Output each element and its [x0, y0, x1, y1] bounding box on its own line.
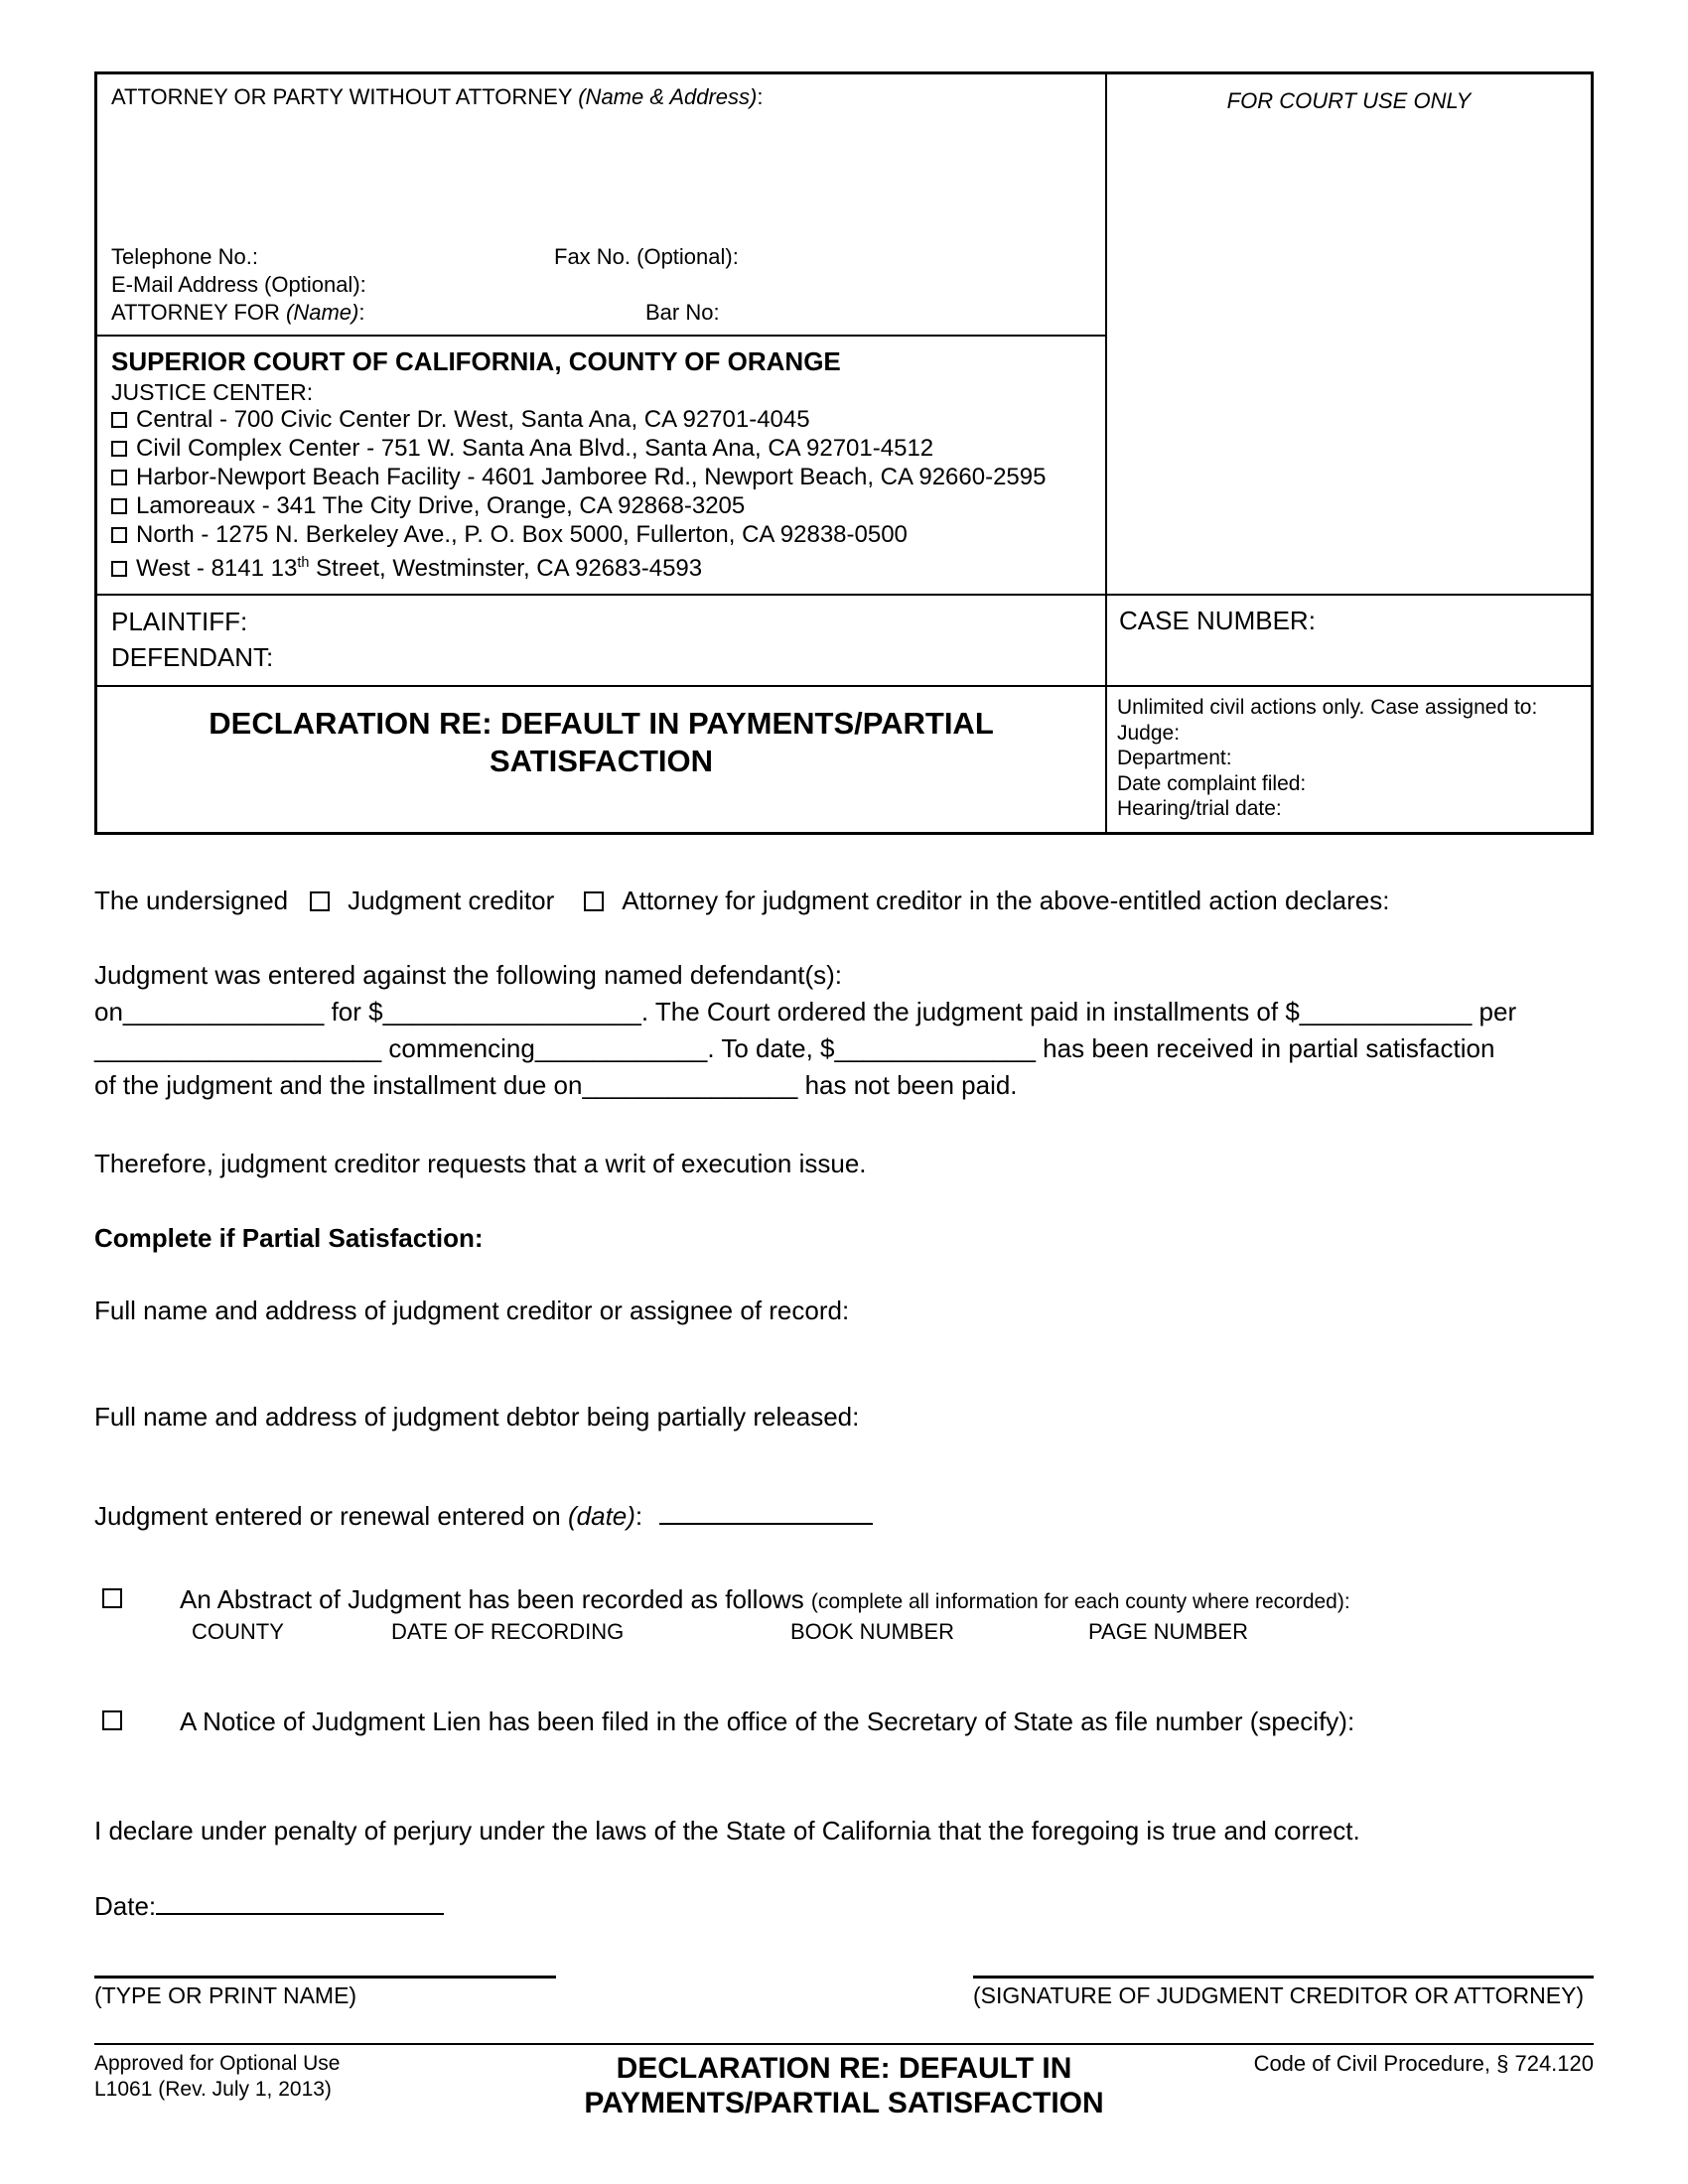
for-court-use-cell: [1105, 74, 1591, 594]
checkbox-lamoreaux[interactable]: [111, 498, 127, 514]
bar-no-label: Bar No:: [645, 300, 720, 325]
checkbox-attorney-for-creditor[interactable]: [584, 891, 604, 911]
date-entered-blank[interactable]: [659, 1499, 873, 1525]
hearing-date-label: Hearing/trial date:: [1117, 797, 1282, 820]
abstract-judgment-item: [94, 1584, 1594, 1645]
telephone-fax-row: [111, 243, 1093, 271]
date-line: [94, 1889, 1594, 1923]
department-label: Department:: [1117, 747, 1232, 769]
form-title-line2: SATISFACTION: [489, 744, 714, 778]
date-blank[interactable]: [156, 1889, 444, 1915]
checkbox-north[interactable]: [111, 527, 127, 543]
court-location-north: North - 1275 N. Berkeley Ave., P. O. Box 5000, Fullerton, CA 92838-0500: [111, 521, 1093, 548]
checkbox-west[interactable]: [111, 561, 127, 577]
for-court-use-label: FOR COURT USE ONLY: [1226, 88, 1472, 113]
judgment-paragraph: [94, 957, 1594, 1104]
signature-label: (SIGNATURE OF JUDGMENT CREDITOR OR ATTORNEY): [973, 1981, 1585, 2008]
column-county: COUNTY: [192, 1618, 284, 1644]
judgment-entered-line: Judgment entered or renewal entered on (date):: [94, 1499, 1594, 1533]
attorney-for-label: ATTORNEY FOR (Name):: [111, 300, 365, 325]
judgment-creditor-option: Judgment creditor: [348, 885, 555, 915]
signature-row: [94, 1961, 1594, 2009]
judge-label: Judge:: [1117, 721, 1181, 745]
checkbox-judgment-lien[interactable]: [102, 1710, 122, 1730]
form-body: [94, 885, 1594, 2009]
perjury-declaration: I declare under penalty of perjury under the laws of the State of California that the foregoing is true and correct.: [94, 1815, 1360, 1845]
attorney-for-row: [111, 299, 1093, 327]
party-section: [97, 594, 1105, 685]
print-name-block: [94, 1961, 556, 2009]
assignment-note: Unlimited civil actions only. Case assigned to:: [1117, 696, 1538, 719]
checkbox-harbor[interactable]: [111, 470, 127, 485]
form-title-cell: [97, 685, 1105, 832]
attorney-section: [97, 74, 1105, 335]
signature-line[interactable]: [973, 1961, 1594, 1979]
print-name-line[interactable]: [94, 1961, 556, 1979]
abstract-judgment-text: An Abstract of Judgment has been recorded as follows (complete all information for each county where recorded):: [180, 1583, 1350, 1614]
judgment-line4: of the judgment and the installment due on_______________ has not been paid.: [94, 1069, 1018, 1100]
case-number-cell: [1105, 594, 1591, 685]
checkbox-central[interactable]: [111, 412, 127, 428]
date-label: Date:: [94, 1890, 157, 1921]
checkbox-abstract-judgment[interactable]: [102, 1588, 122, 1608]
undersigned-prefix: The undersigned: [94, 885, 289, 915]
footer-title: DECLARATION RE: DEFAULT IN PAYMENTS/PARTIAL SATISFACTION: [584, 2051, 1104, 2119]
print-name-label: (TYPE OR PRINT NAME): [94, 1981, 357, 2008]
abstract-note: (complete all information for each county where recorded):: [810, 1589, 1350, 1613]
creditor-address-line: Full name and address of judgment creditor or assignee of record:: [94, 1295, 850, 1325]
judgment-lien-text: A Notice of Judgment Lien has been filed in the office of the Secretary of State as file number (specify):: [180, 1706, 1355, 1736]
form-title-line1: DECLARATION RE: DEFAULT IN PAYMENTS/PARTIAL: [209, 706, 994, 741]
judgment-line2: on______________ for $__________________. The Court ordered the judgment paid in installments of $____________ per: [94, 996, 1517, 1026]
checkbox-judgment-creditor[interactable]: [310, 891, 330, 911]
court-location-west: West - 8141 13th Street, Westminster, CA 92683-4593: [111, 550, 1093, 582]
footer-code-reference: Code of Civil Procedure, § 724.120: [1253, 2050, 1594, 2076]
caption-box: [94, 71, 1594, 835]
judgment-line1: Judgment was entered against the following named defendant(s):: [94, 959, 843, 990]
footer-form-number: L1061 (Rev. July 1, 2013): [94, 2077, 332, 2101]
column-date-of-recording: DATE OF RECORDING: [391, 1618, 625, 1644]
plaintiff-label: PLAINTIFF:: [111, 607, 248, 636]
checkbox-civil-complex[interactable]: [111, 441, 127, 457]
court-location-harbor: Harbor-Newport Beach Facility - 4601 Jamboree Rd., Newport Beach, CA 92660-2595: [111, 464, 1093, 490]
court-location-civil-complex: Civil Complex Center - 751 W. Santa Ana Blvd., Santa Ana, CA 92701-4512: [111, 435, 1093, 462]
email-label: E-Mail Address (Optional):: [111, 272, 366, 297]
court-location-central: Central - 700 Civic Center Dr. West, Santa Ana, CA 92701-4045: [111, 406, 1093, 433]
telephone-label: Telephone No.:: [111, 244, 258, 269]
attorney-option: Attorney for judgment creditor in the above-entitled action declares:: [622, 885, 1390, 915]
court-section: [97, 335, 1105, 594]
column-book-number: BOOK NUMBER: [790, 1618, 955, 1644]
form-footer: [94, 2043, 1594, 2120]
judgment-line3: ____________________ commencing____________. To date, $______________ has been received in partial satisfaction: [94, 1032, 1495, 1063]
therefore-line: Therefore, judgment creditor requests that a writ of execution issue.: [94, 1148, 867, 1178]
column-page-number: PAGE NUMBER: [1088, 1618, 1248, 1644]
case-assignment-cell: [1105, 685, 1591, 832]
attorney-fillin-space[interactable]: [111, 110, 1093, 243]
email-row: [111, 271, 1093, 299]
footer-approved-line: Approved for Optional Use: [94, 2051, 341, 2075]
signature-block: [973, 1961, 1594, 2009]
declarant-type-line: [94, 885, 1594, 917]
date-filed-label: Date complaint filed:: [1117, 771, 1307, 795]
defendant-label: DEFENDANT:: [111, 642, 274, 672]
justice-center-label: JUSTICE CENTER:: [111, 379, 314, 405]
footer-approval: [94, 2051, 584, 2103]
court-location-lamoreaux: Lamoreaux - 341 The City Drive, Orange, CA 92868-3205: [111, 492, 1093, 519]
court-name: SUPERIOR COURT OF CALIFORNIA, COUNTY OF ORANGE: [111, 346, 841, 376]
case-number-label: CASE NUMBER:: [1119, 606, 1316, 635]
debtor-address-line: Full name and address of judgment debtor being partially released:: [94, 1401, 860, 1432]
abstract-column-headers: [180, 1619, 1350, 1645]
judgment-lien-item: [94, 1706, 1594, 1737]
fax-label: Fax No. (Optional):: [554, 244, 739, 269]
attorney-label: ATTORNEY OR PARTY WITHOUT ATTORNEY (Name & Address):: [111, 84, 764, 109]
partial-satisfaction-heading: Complete if Partial Satisfaction:: [94, 1222, 484, 1253]
